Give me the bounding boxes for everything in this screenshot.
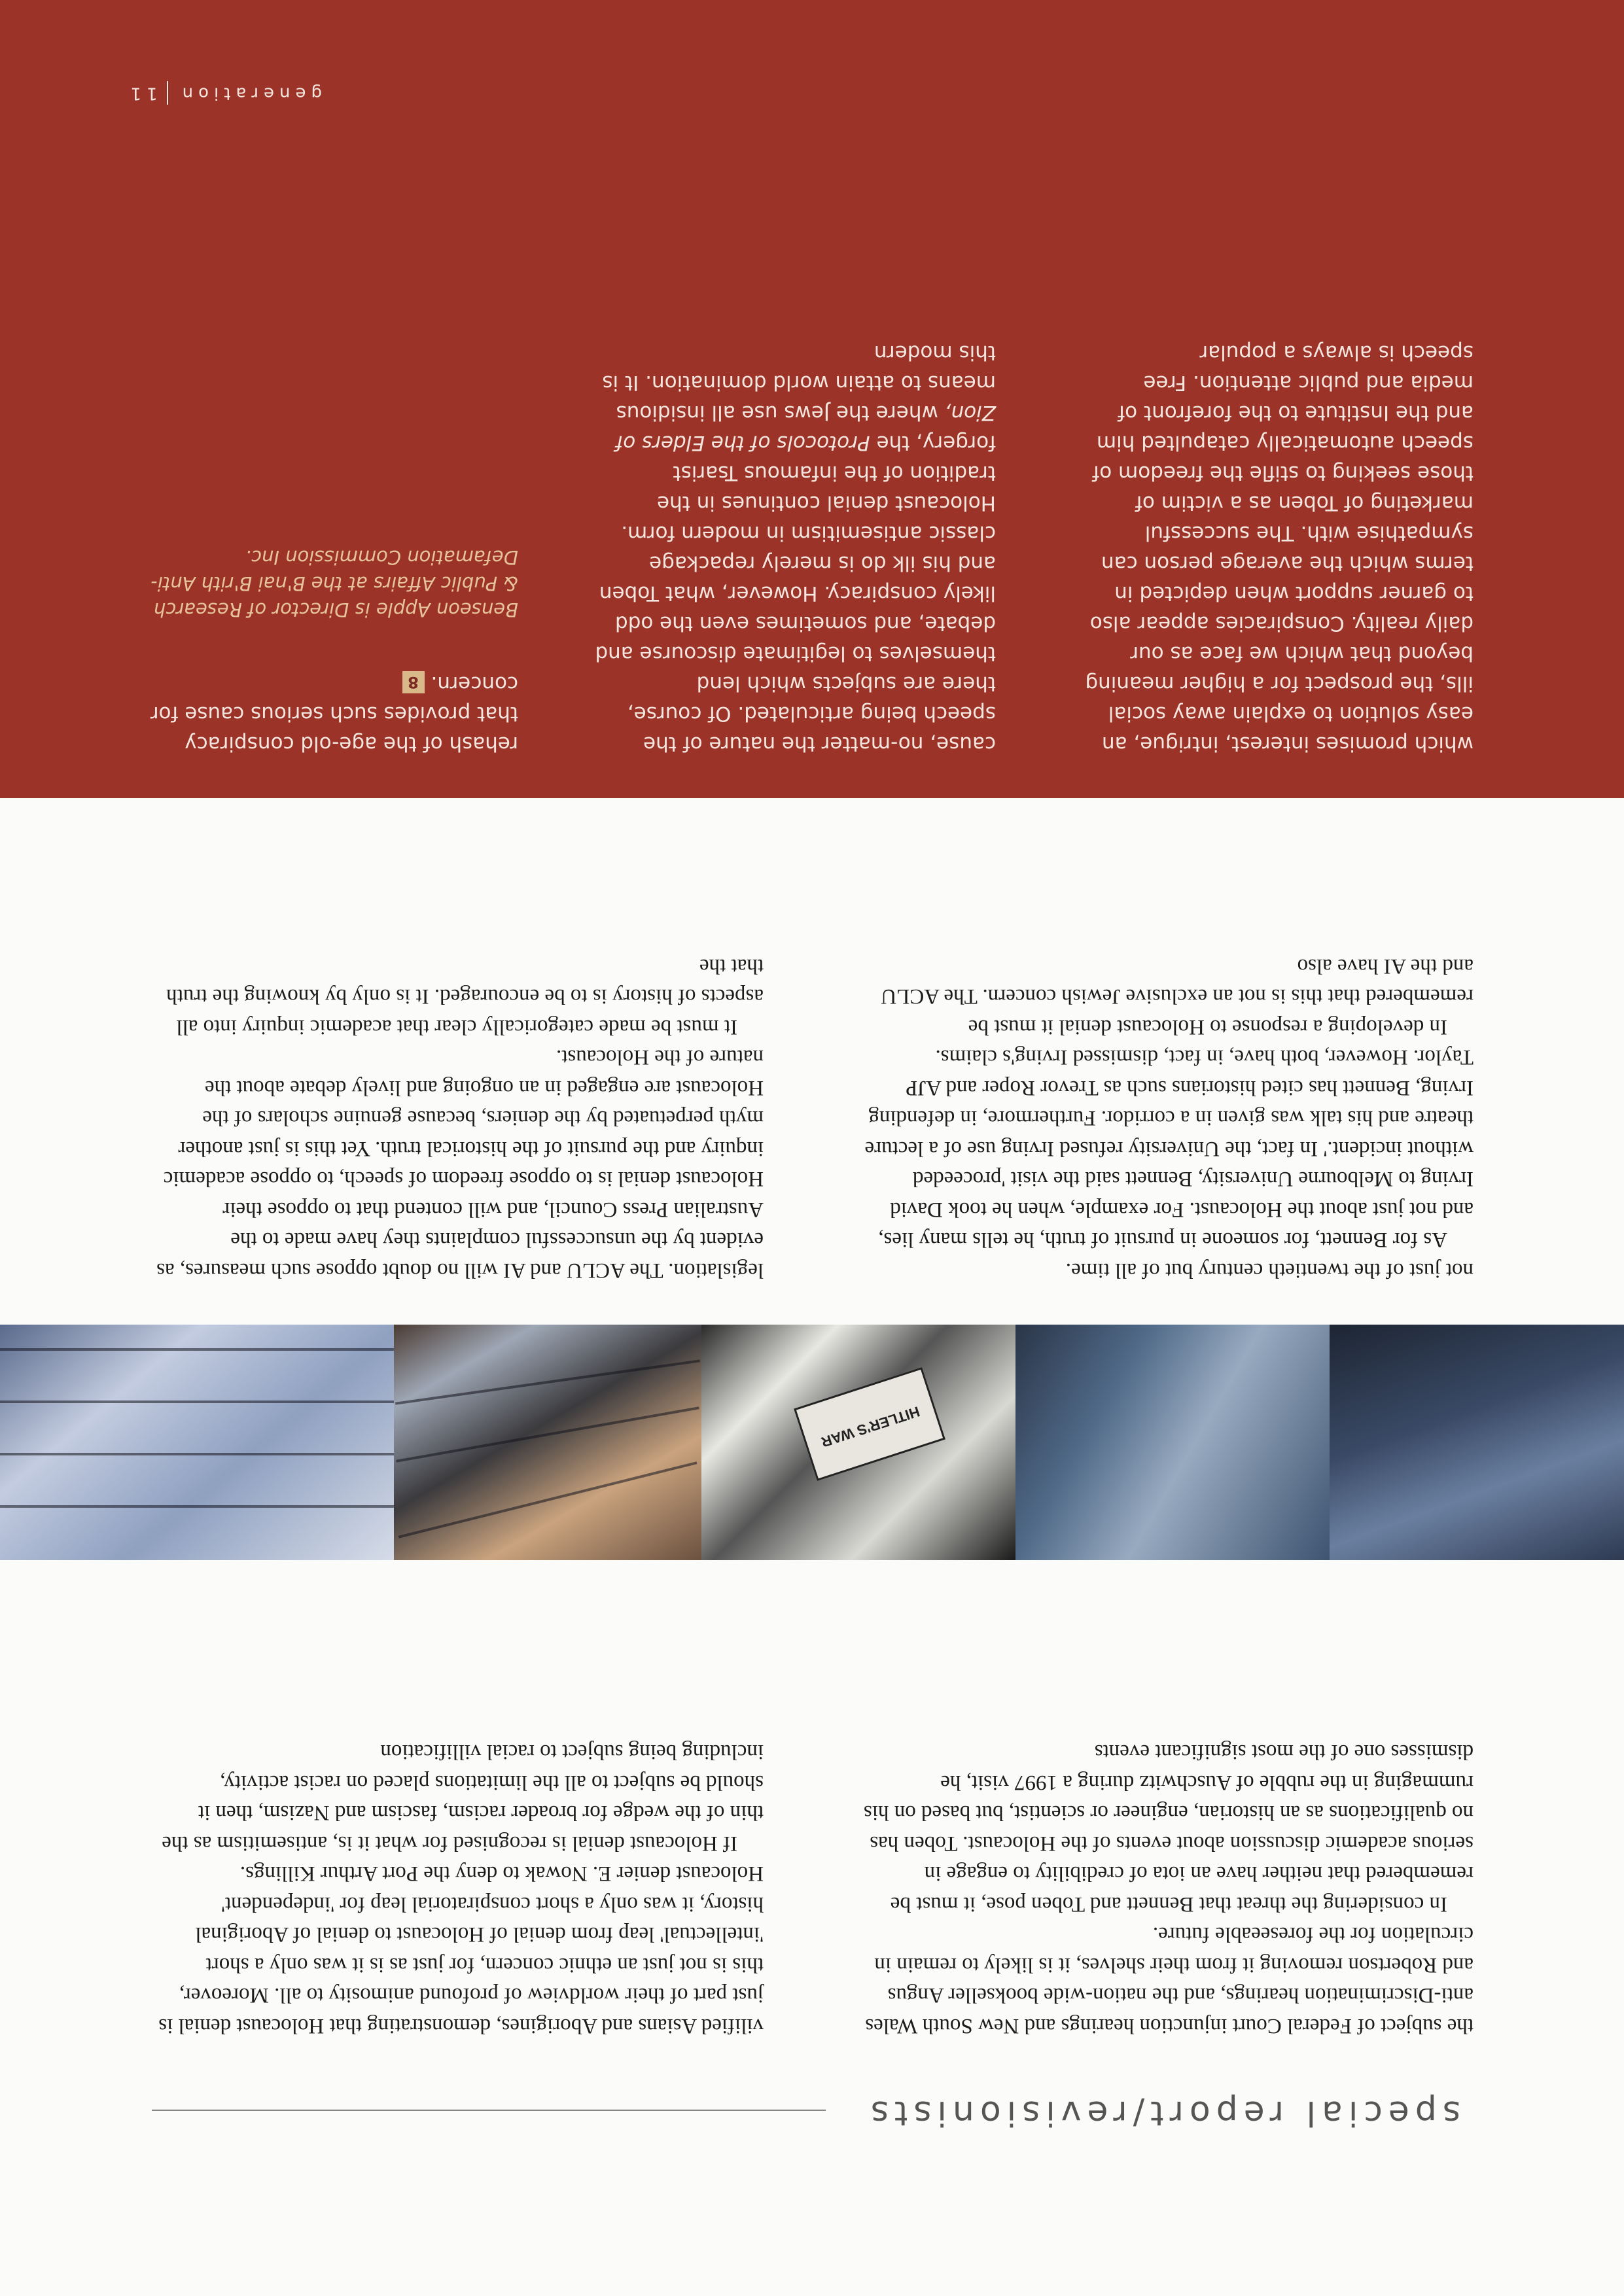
sidebar-text xyxy=(145,669,518,759)
sidebar-text-part: rehash of the age-old conspiracy that provides such serious cause for concern. xyxy=(150,672,518,756)
wire-line xyxy=(396,1406,699,1463)
sidebar-text-part: cause, no-matter the nature of the speech being articulated. Of course, there are subjects which lend themselves to legitimate discourse and debate, and sometimes even the odd likely conspiracy. However, what Toben and his ilk do is merely repackage classic antisemitism in modern form. Holocaust denial continues in the tradition of the infamous Tsarist forgery, the xyxy=(595,431,996,756)
section-title: special report/revisionists xyxy=(864,2093,1460,2132)
wire-line xyxy=(395,1359,700,1404)
column-upper-right xyxy=(149,1737,764,2041)
sidebar-column-2 xyxy=(590,338,996,759)
photo-panel-book xyxy=(701,1325,1015,1560)
paragraph: In considering the threat that Bennett and Toben pose, it must be remembered that neither have an iota of credibility to engage in serious academic discussion about events of the Holocaust. Toben has no qualifications as an historian, engineer or scientist, but based on his rummaging in the rubble of Auschwitz during a 1997 visit, he dismisses one of the most significant events xyxy=(863,1740,1474,1916)
page-footer xyxy=(126,81,323,105)
column-lower-right xyxy=(149,951,764,1286)
paragraph: As for Bennett, for someone in pursuit of truth, he tells many lies, and not just about the Holocaust. For example, when he took David Irving to Melbourne University, Bennett said the visit 'proceeded without incident.' In fact, the University refused Irving use of a lecture theatre and his talk was given in a corridor. Furthermore, in defending Irving, Bennett has cited historians such as Trevor Roper and AJP Taylor. However, both have, in fact, dismissed Irving's claims. xyxy=(864,1045,1474,1252)
sidebar-text-part: where the Jews use all insidious means to attain world domination. It is this modern xyxy=(602,341,996,425)
photo-strip xyxy=(0,1325,1624,1560)
footer-divider xyxy=(167,81,168,105)
book-cover xyxy=(794,1367,945,1481)
paragraph: not just of the twentieth century but of all time. xyxy=(1065,1259,1474,1282)
sidebar-column-1 xyxy=(1081,338,1474,759)
sidebar-block xyxy=(0,0,1624,798)
wire-line xyxy=(0,1348,394,1351)
column-upper-left xyxy=(858,1737,1474,2041)
photo-panel xyxy=(1015,1325,1330,1560)
sidebar-text: which promises interest, intrigue, an easy solution to explain away social ills, the prospect for a higher meaning beyond that which we face as our daily reality. Conspiracies appear also to garner support when depicted in terms which the average person can sympathise with. The successful marketing of Toben as a victim of those seeking to stifle the freedom of speech automatically catapulted him and the Institute to the forefront of media and public attention. Free speech is always a popular xyxy=(1085,341,1474,756)
paragraph: If Holocaust denial is recognised for what it is, antisemitism as the thin of the wedge for broader racism, fascism and Nazism, then it should be subject to all the limitations placed on racist activity, including being subject to racial villification xyxy=(162,1740,764,1855)
sidebar-column-3 xyxy=(145,544,518,759)
end-mark: 8 xyxy=(402,672,425,694)
author-bio: Benseon Apple is Director of Research & Public Affairs at the B'nai B'rith Anti-Defamation Commission Inc. xyxy=(150,546,518,621)
photo-panel-fence xyxy=(0,1325,394,1560)
footer-brand: generation xyxy=(177,83,322,103)
header-rule xyxy=(152,2110,826,2111)
paragraph: vilified Asians and Aborigines, demonstrating that Holocaust denial is just part of their worldview of profound animosity to all. Moreover, this is not just an ethnic concern, for just as is it was only a short 'intellectual' leap from denial of Holocaust to denial of Aboriginal history, it was only a short conspiratorial leap for 'independent' Holocaust denier E. Nowak to deny the Port Arthur Killings. xyxy=(158,1862,764,2038)
wire-line xyxy=(0,1400,394,1403)
photo-panel xyxy=(1330,1325,1624,1560)
sidebar-text xyxy=(590,338,996,759)
sidebar-text-italic: Protocols of the Elders of Zion, xyxy=(616,401,996,455)
page-header xyxy=(152,2087,1460,2139)
column-lower-left xyxy=(858,951,1474,1286)
paragraph: In developing a response to Holocaust denial it must be remembered that this is not an exclusive Jewish concern. The ACLU and the AI have also xyxy=(881,954,1474,1039)
wire-line xyxy=(398,1461,697,1539)
paragraph: legislation. The ACLU and AI will no doubt oppose such measures, as evident by the unsuccessful complaints they have made to the Australian Press Council, and will contend that to oppose their Holocaust denial is to oppose freedom of speech, to oppose academic inquiry and the pursuit of the historical truth. Yet this is just another myth perpetuated by the deniers, because genuine scholars of the Holocaust are engaged in an ongoing and lively debate about the nature of the Holocaust. xyxy=(156,1045,764,1282)
book-title: HITLER'S WAR xyxy=(819,1403,922,1451)
wire-line xyxy=(0,1505,394,1508)
paragraph: It must be made categorically clear that academic inquiry into all aspects of history is to be encouraged. It is only by knowing the truth that the xyxy=(166,954,764,1039)
wire-line xyxy=(0,1453,394,1455)
photo-panel-barbed-wire xyxy=(394,1325,701,1560)
page-number: 11 xyxy=(125,83,158,103)
paragraph: the subject of Federal Court injunction hearings and New South Wales anti-Discrimination hearings, and the nation-wide bookseller Angus and Robertson removing it from their shelves, it is likely to remain in circulation for the foreseeable future. xyxy=(865,1922,1474,2038)
